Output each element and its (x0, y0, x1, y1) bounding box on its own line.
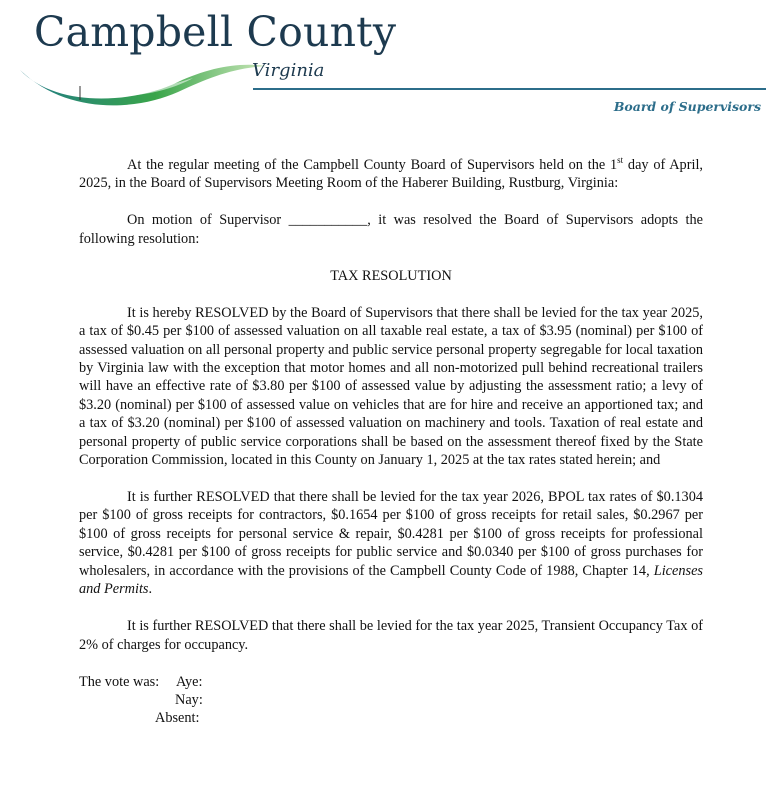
paragraph-meeting (79, 156, 703, 193)
vote-absent-label: Absent: (155, 710, 200, 727)
vote-nay-label: Nay: (175, 691, 203, 708)
paragraph-meeting-text: At the regular meeting of the Campbell County Board of Supervisors held on the 1 (127, 157, 618, 173)
ordinal-suffix: st (617, 155, 624, 166)
paragraph-bpol (79, 488, 703, 598)
vote-label: The vote was: (79, 673, 160, 690)
vote-block (79, 673, 703, 729)
paragraph-meeting-text-end: day of April, 2025, in the Board of Supervisors Meeting Room of the Haberer Building, Rustburg, Virginia: (79, 157, 703, 192)
paragraph-bpol-end: . (148, 581, 153, 598)
county-logo-swoosh (18, 52, 268, 114)
vote-aye-label: Aye: (176, 673, 203, 690)
county-logo-subtitle: Virginia (252, 60, 325, 81)
paragraph-motion: On motion of Supervisor ___________, it was resolved the Board of Supervisors adopts the following resolution: (79, 212, 703, 247)
resolution-body (79, 156, 703, 729)
paragraph-transient-occupancy: It is further RESOLVED that there shall be levied for the tax year 2025, Transient Occupancy Tax of 2% of charges for occupancy. (79, 618, 703, 653)
paragraph-tax-rates: It is hereby RESOLVED by the Board of Supervisors that there shall be levied for the tax year 2025, a tax of $0.45 per $100 of assessed valuation on all taxable real estate, a tax of $3.95 (nominal) per $100 of assessed valuation on all personal property and public service personal property segregable for local taxation by Virginia law with the exception that motor homes and all non-motorized pull behind recreational trailers will have an effective rate of $3.80 per $100 of assessed value by adjusting the assessment ratio; a levy of $3.20 (nominal) per $100 of assessed value on vehicles that are for hire and receive an apportioned tax; and a tax of $3.20 (nominal) per $100 of assessed valuation on machinery and tools. Taxation of real estate and personal property of public service corporations shall be based on the assessment thereof fixed by the State Corporation Commission, located in this County on January 1, 2025 at the tax rates stated herein; and (79, 304, 703, 469)
county-logo-title: Campbell County (34, 8, 397, 56)
letterhead-rule (253, 88, 766, 90)
code-chapter-title: Licenses and Permits (79, 562, 703, 598)
paragraph-bpol-text: It is further RESOLVED that there shall be levied for the tax year 2026, BPOL tax rates of $0.1304 per $100 of gross receipts for contractors, $0.1654 per $100 of gross receipts for retail sales, $0.2967 per $100 of gross receipts for personal service & repair, $0.4281 per $100 of gross receipts for professional service, $0.4281 per $100 of gross receipts for public service and $0.0340 per $100 of gross purchases for wholesalers, in accordance with the provisions of the Campbell County Code of 1988, Chapter 14, (79, 489, 703, 579)
resolution-heading: TAX RESOLUTION (330, 267, 452, 284)
department-name: Board of Supervisors (613, 99, 761, 114)
